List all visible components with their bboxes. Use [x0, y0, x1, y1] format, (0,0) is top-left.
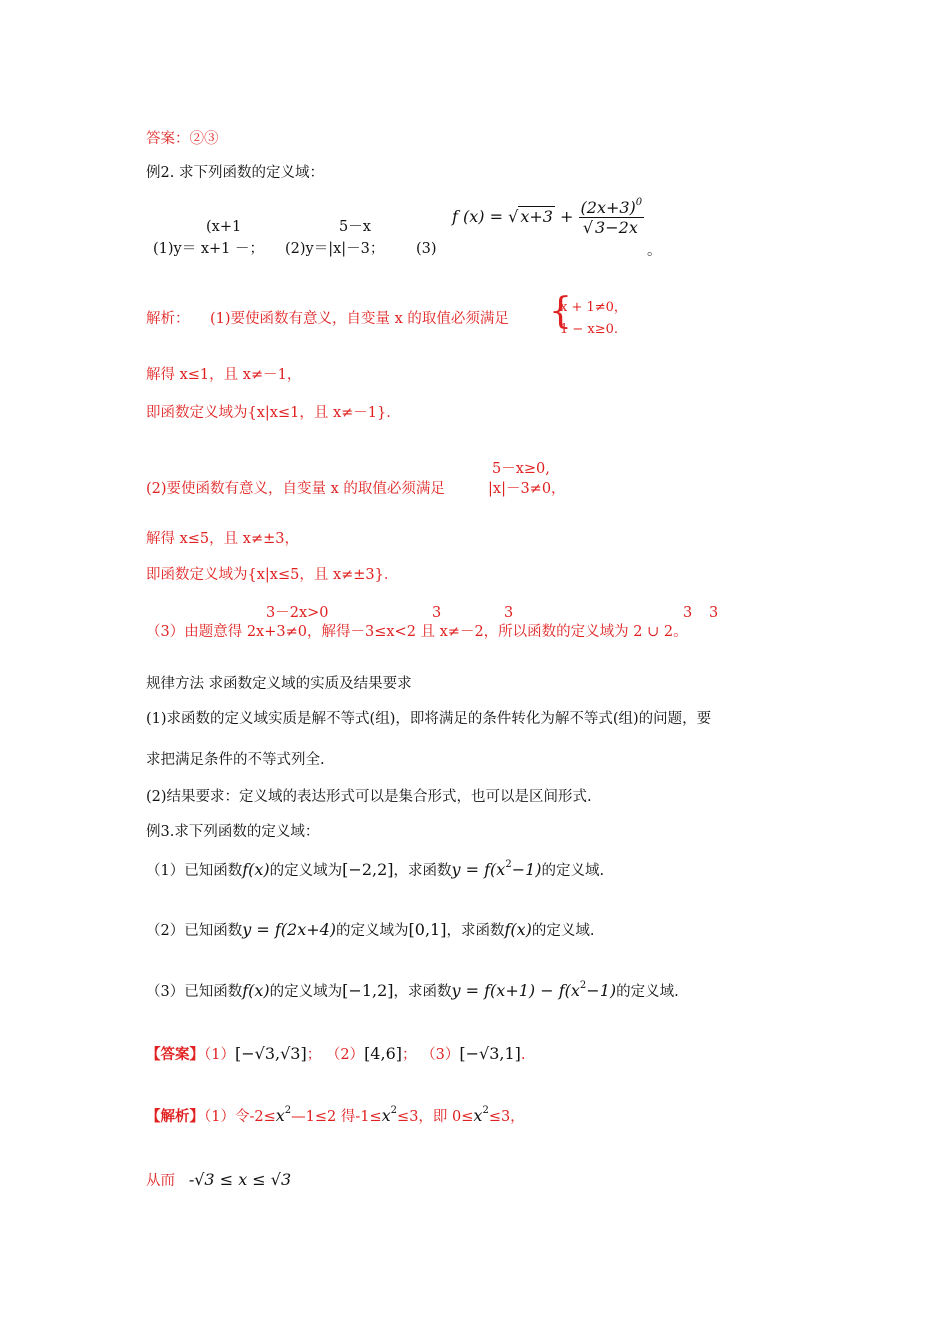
- sol3-exp2: 2: [390, 1105, 398, 1117]
- example2-title: 例2. 求下列函数的定义域：: [146, 165, 324, 181]
- answer-sep1: ；: [306, 1047, 322, 1063]
- sol3-exp1: 2: [284, 1105, 292, 1117]
- sol3-x3: x: [473, 1106, 483, 1125]
- solution3-line: （3）由题意得 2x+3≠0，解得－3≤x<2 且 x≠－2，所以函数的定义域为 2 ∪ 2。: [146, 624, 688, 640]
- solution2-system-bottom: |x|－3≠0，: [488, 481, 566, 497]
- q3-f: f(x): [242, 981, 270, 1000]
- ex2-part1: (1)y＝ x+1 －；: [153, 241, 265, 257]
- q1-mid: 的定义域为: [269, 863, 343, 879]
- answer1: [−√3,√3]: [234, 1044, 307, 1063]
- answer2: [4,6]: [364, 1044, 402, 1063]
- ex3-q3: [146, 980, 679, 1000]
- solution-head: 解析：: [146, 311, 190, 327]
- ex3-solution: [146, 1105, 525, 1125]
- q1-g2: −1): [511, 860, 542, 879]
- solution2-domain: 即函数定义域为{x|x≤5，且 x≠±3}．: [146, 567, 399, 583]
- rule1-line2: 求把满足条件的不等式列全.: [146, 752, 325, 768]
- solution1-domain: 即函数定义域为{x|x≤1，且 x≠－1}．: [146, 405, 401, 421]
- answer3-label: （3）: [421, 1047, 460, 1063]
- q3-exp: 2: [579, 980, 587, 992]
- ex2-part3-formula: f (x) = √ x+3 + $\frac{(2x+3)^0}{√ 3-2x}$: [452, 196, 643, 237]
- ex2-part3-label: (3): [416, 241, 437, 257]
- solution3-top2: 3: [432, 605, 442, 621]
- answer3: [−√3,1]: [459, 1044, 521, 1063]
- rule2: (2)结果要求：定义域的表达形式可以是集合形式，也可以是区间形式.: [146, 789, 592, 805]
- solution1-result: 解得 x≤1，且 x≠－1，: [146, 367, 302, 383]
- ex3-q2: [146, 922, 595, 939]
- sol3-x1: x: [275, 1106, 285, 1125]
- rules-title: 规律方法 求函数定义域的实质及结果要求: [146, 676, 412, 692]
- sol3-part3: ≤3，即 0≤: [397, 1109, 474, 1125]
- fraction-exponent: 0: [635, 196, 643, 208]
- q1-domain: [−2,2]: [342, 860, 394, 879]
- q3-domain: [−1,2]: [342, 981, 394, 1000]
- fraction-denominator: 3−2x: [595, 218, 638, 237]
- q2-mid: 的定义域为: [336, 923, 409, 939]
- q1-prefix: （1）已知函数: [146, 863, 243, 879]
- ex2-end-mark: 。: [647, 243, 662, 259]
- solution3-top3: 3: [504, 605, 514, 621]
- q3-prefix: （3）已知函数: [146, 984, 243, 1000]
- left-brace: {: [549, 291, 572, 332]
- solution2-result: 解得 x≤5，且 x≠±3，: [146, 531, 299, 547]
- q3-g: y = f(x+1) − f(x: [451, 981, 580, 1000]
- system-line2: 1 − x≥0.: [560, 322, 619, 337]
- ex3-q1: [146, 859, 605, 879]
- q2-prefix: （2）已知函数: [146, 923, 243, 939]
- formula-fraction: $\frac{(2x+3)^0}{√ 3-2x}$: [580, 196, 643, 237]
- conclusion-inequality: -√3 ≤ x ≤ √3: [188, 1170, 292, 1189]
- ex3-conclusion: [146, 1172, 291, 1189]
- q1-f: f(x): [242, 860, 270, 879]
- q1-suffix: 的定义域.: [541, 863, 605, 879]
- ex3-answer: [146, 1046, 525, 1063]
- solution3-top4: 3: [683, 605, 693, 621]
- formula-sqrt: x+3: [520, 207, 553, 226]
- ex2-part2: (2)y＝|x|－3；: [285, 241, 385, 257]
- q2-f: f(x): [504, 920, 532, 939]
- answer-end: .: [520, 1047, 526, 1063]
- formula-lhs: f (x) =: [452, 207, 504, 226]
- system-line1: x + 1≠0，: [560, 300, 627, 315]
- sol3-exp3: 2: [482, 1105, 489, 1117]
- sol3-part1: （1）令-2≤: [204, 1109, 276, 1125]
- conclusion-label: 从而: [146, 1173, 175, 1189]
- ex2-part1-numerator: (x+1: [206, 219, 242, 235]
- q3-ask: ，求函数: [393, 984, 452, 1000]
- solution1-text: (1)要使函数有意义，自变量 x 的取值必须满足: [210, 311, 509, 327]
- example3-title: 例3.求下列函数的定义域：: [146, 824, 320, 840]
- q3-mid: 的定义域为: [269, 984, 343, 1000]
- solution3-top1: 3－2x>0: [266, 605, 329, 621]
- q3-suffix: 的定义域.: [616, 984, 679, 1000]
- sol3-x2: x: [381, 1106, 391, 1125]
- formula-plus: +: [560, 207, 574, 226]
- rule1-line1: (1)求函数的定义域实质是解不等式(组)，即将满足的条件转化为解不等式(组)的问题，要: [146, 711, 712, 727]
- solution2-text: (2)要使函数有意义，自变量 x 的取值必须满足: [146, 481, 445, 497]
- q3-g2: −1): [586, 981, 617, 1000]
- answer-tag: 【答案】: [146, 1046, 204, 1063]
- ex2-part2-numerator: 5－x: [339, 219, 371, 235]
- answer-sep2: ；: [402, 1047, 417, 1063]
- solution3-tag: 【解析】: [146, 1108, 204, 1125]
- q2-g: y = f(2x+4): [242, 920, 337, 939]
- solution2-system-top: 5－x≥0,: [492, 461, 550, 477]
- answer-line: 答案：②③: [146, 131, 219, 147]
- fraction-numerator: (2x+3): [580, 198, 636, 217]
- answer1-label: （1）: [204, 1047, 235, 1063]
- q2-ask: ，求函数: [446, 923, 505, 939]
- q1-exp: 2: [505, 859, 512, 871]
- sol3-part4: ≤3，: [488, 1109, 525, 1125]
- sol3-part2: —1≤2 得-1≤: [291, 1109, 382, 1125]
- solution3-top5: 3: [709, 605, 719, 621]
- q2-domain: [0,1]: [408, 920, 447, 939]
- q2-suffix: 的定义域.: [531, 923, 595, 939]
- q1-ask: ，求函数: [393, 863, 452, 879]
- answer2-label: （2）: [325, 1047, 365, 1063]
- q1-g: y = f(x: [451, 860, 506, 879]
